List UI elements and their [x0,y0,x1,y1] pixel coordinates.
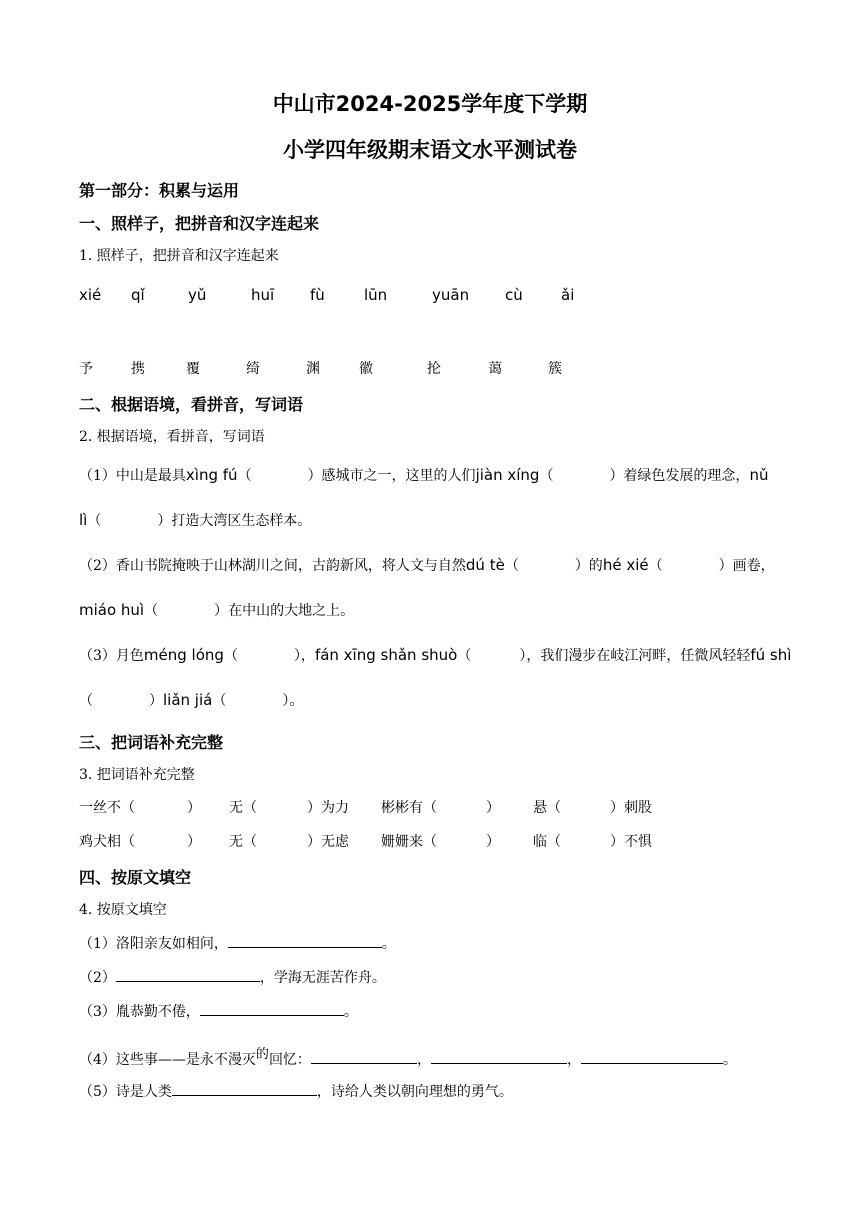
section2-item3-line1: （3）月色méng lóng（ ），fán xīng shǎn shuò（ ），我们漫步在岐江河畔，任微风轻轻fú shì [79,646,792,664]
pinyin-item: xié [79,286,102,304]
part1-label: 第一部分：积累与运用 [79,181,240,200]
exam-title-line1: 中山市2024-2025学年度下学期 [272,92,588,116]
idiom-part: 鸡犬相（ [79,834,135,850]
hanzi-item: 予 [79,361,93,377]
idiom-part: ） [187,834,201,850]
section2-item1-line2: lì（ ）打造大湾区生态样本。 [79,511,312,529]
pinyin-item: lūn [364,286,388,304]
pinyin-item: cù [505,286,523,304]
section3-heading: 三、把词语补充完整 [79,733,224,752]
pinyin-item: yuān [432,286,470,304]
hanzi-item: 绮 [246,361,260,377]
idiom-part: 无（ [229,834,257,850]
idiom-part: ） [486,834,500,850]
section2-item2-line2: miáo huì（ ）在中山的大地之上。 [79,601,355,619]
idiom-part: 悬（ [533,800,561,816]
idiom-part: ） [187,800,201,816]
pinyin-item: ǎi [561,286,575,304]
hanzi-item: 覆 [186,361,200,377]
idiom-part: ）刺股 [610,800,652,816]
fill-line-5: （5）诗是人类 ，诗给人类以朝向理想的勇气。 [79,1081,513,1101]
section3-question: 3. 把词语补充完整 [79,767,195,783]
hanzi-item: 蔼 [488,361,502,377]
hanzi-item: 渊 [306,361,320,377]
idiom-part: 彬彬有（ [381,800,437,816]
pinyin-item: qǐ [131,286,145,304]
hanzi-item: 携 [131,361,145,377]
pinyin-item: huī [251,286,275,304]
fill-line-1: （1）洛阳亲友如相问， 。 [79,933,396,953]
section2-question: 2. 根据语境，看拼音，写词语 [79,429,265,445]
section2-item3-line2: （ ）liǎn jiá（ ）。 [79,691,304,709]
section1-question: 1. 照样子，把拼音和汉字连起来 [79,248,279,264]
idiom-part: ）无虑 [307,834,349,850]
section2-item2-line1: （2）香山书院掩映于山林湖川之间，古韵新风，将人文与自然dú tè（ ）的hé xié（ ）画卷， [79,556,775,574]
section4-question: 4. 按原文填空 [79,902,167,918]
idiom-part: 一丝不（ [79,800,135,816]
fill-line-3: （3）胤恭勤不倦， 。 [79,1001,358,1021]
pinyin-item: fù [310,286,325,304]
exam-title-line2: 小学四年级期末语文水平测试卷 [283,138,577,162]
section1-heading: 一、照样子，把拼音和汉字连起来 [79,214,320,233]
section4-heading: 四、按原文填空 [79,868,192,887]
hanzi-item: 徽 [359,361,373,377]
idiom-part: ）为力 [307,800,349,816]
hanzi-item: 抡 [427,361,441,377]
fill-line-2: （2） ，学海无涯苦作舟。 [79,967,386,987]
hanzi-item: 簇 [548,361,562,377]
section2-heading: 二、根据语境，看拼音，写词语 [79,395,304,414]
idiom-part: 无（ [229,800,257,816]
idiom-part: ）不惧 [610,834,652,850]
section2-item1-line1: （1）中山是最具xìng fú（ ）感城市之一，这里的人们jiàn xíng（ ）着绿色发展的理念，nǔ [79,466,769,484]
fill-line-4: （4）这些事——是永不漫灭$^的$回忆： ， ， 。 [79,1047,737,1068]
idiom-part: 临（ [533,834,561,850]
idiom-part: 姗姗来（ [381,834,437,850]
idiom-part: ） [486,800,500,816]
pinyin-item: yǔ [188,286,207,304]
